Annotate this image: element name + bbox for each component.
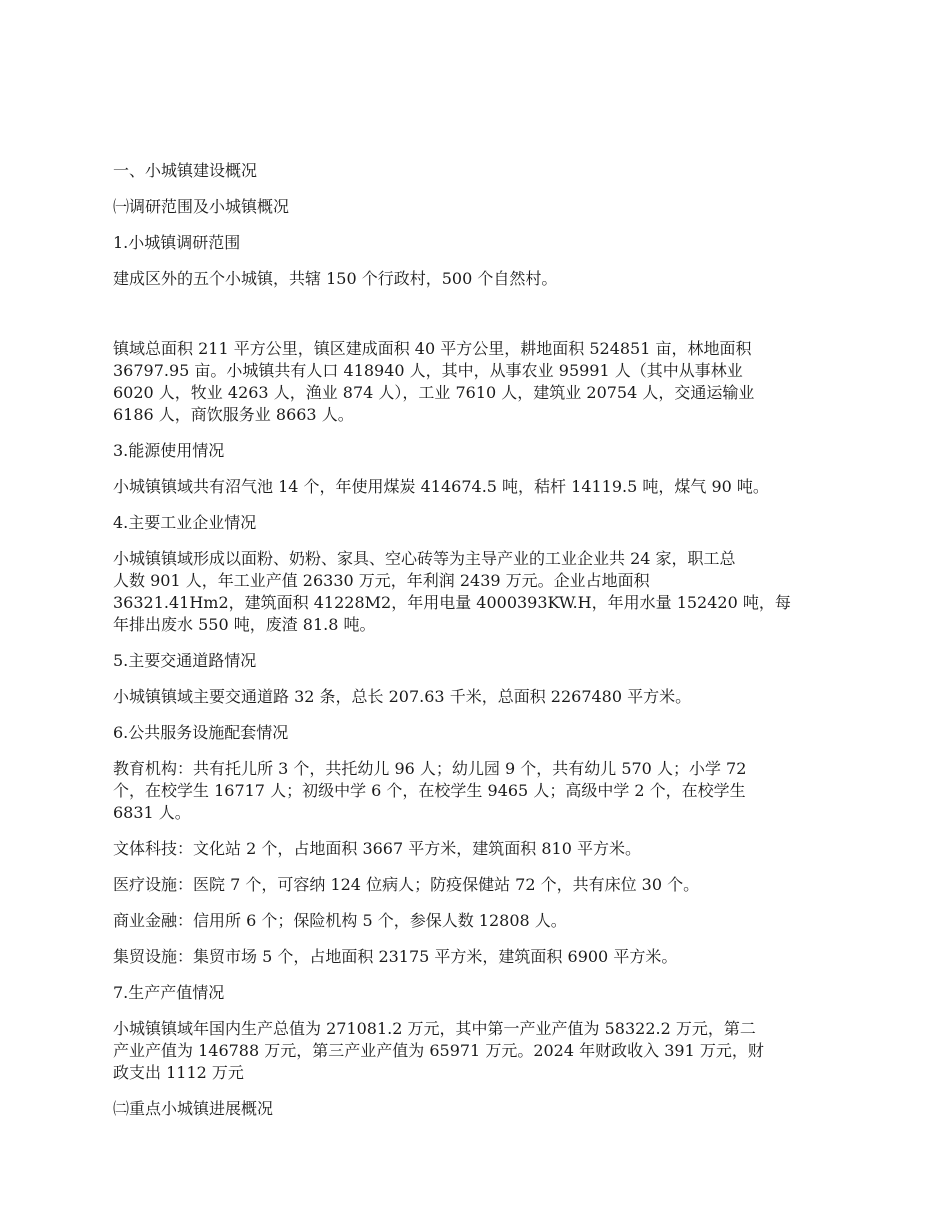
item-text-finance: 商业金融：信用所 6 个；保险机构 5 个，参保人数 12808 人。	[113, 911, 567, 930]
paragraph-education	[113, 758, 838, 824]
paragraph-line: 6020 人，牧业 4263 人，渔业 874 人），工业 7610 人，建筑业 20754 人，交通运输业	[113, 383, 755, 402]
paragraph-line: 政支出 1112 万元	[113, 1063, 244, 1082]
paragraph-industry	[113, 548, 838, 636]
subsection-heading-1: ㈠调研范围及小城镇概况	[113, 197, 290, 216]
item-text-market: 集贸设施：集贸市场 5 个，占地面积 23175 平方米，建筑面积 6900 平方米。	[113, 947, 678, 966]
paragraph-line: 个，在校学生 16717 人；初级中学 6 个，在校学生 9465 人；高级中学 2 个，在校学生	[113, 781, 746, 800]
item-title-3: 3.能源使用情况	[113, 441, 225, 460]
paragraph-line: 小城镇镇域形成以面粉、奶粉、家具、空心砖等为主导产业的工业企业共 24 家，职工总	[113, 549, 736, 568]
item-title-1: 1.小城镇调研范围	[113, 233, 241, 252]
subsection-heading-2: ㈡重点小城镇进展概况	[113, 1099, 274, 1118]
paragraph-line: 小城镇镇域年国内生产总值为 271081.2 万元，其中第一产业产值为 58322.2 万元，第二	[113, 1019, 756, 1038]
item-title-6: 6.公共服务设施配套情况	[113, 723, 289, 742]
paragraph-line: 年排出废水 550 吨，废渣 81.8 吨。	[113, 615, 376, 634]
paragraph-line: 36321.41Hm2，建筑面积 41228M2，年用电量 4000393KW.H，年用水量 152420 吨，每	[113, 593, 791, 612]
paragraph-line: 镇域总面积 211 平方公里，镇区建成面积 40 平方公里，耕地面积 524851 亩，林地面积	[113, 339, 752, 358]
item-text-5: 小城镇镇域主要交通道路 32 条，总长 207.63 千米，总面积 2267480 平方米。	[113, 687, 692, 706]
item-title-4: 4.主要工业企业情况	[113, 513, 257, 532]
paragraph-area-population	[113, 338, 838, 426]
item-title-5: 5.主要交通道路情况	[113, 651, 257, 670]
paragraph-production	[113, 1018, 838, 1084]
paragraph-line: 产业产值为 146788 万元，第三产业产值为 65971 万元。2024 年财政收入 391 万元，财	[113, 1041, 764, 1060]
item-text-1: 建成区外的五个小城镇，共辖 150 个行政村，500 个自然村。	[113, 269, 558, 288]
paragraph-line: 教育机构：共有托儿所 3 个，共托幼儿 96 人；幼儿园 9 个，共有幼儿 570 人；小学 72	[113, 759, 747, 778]
item-text-3: 小城镇镇域共有沼气池 14 个，年使用煤炭 414674.5 吨，秸杆 14119.5 吨，煤气 90 吨。	[113, 477, 769, 496]
paragraph-line: 6831 人。	[113, 803, 191, 822]
section-heading-1: 一、小城镇建设概况	[113, 161, 258, 180]
paragraph-line: 人数 901 人，年工业产值 26330 万元，年利润 2439 万元。企业占地面积	[113, 571, 650, 590]
document-body	[113, 160, 838, 1120]
item-text-medical: 医疗设施：医院 7 个，可容纳 124 位病人；防疫保健站 72 个，共有床位 30 个。	[113, 875, 700, 894]
item-text-culture: 文体科技：文化站 2 个，占地面积 3667 平方米，建筑面积 810 平方米。	[113, 839, 641, 858]
item-title-7: 7.生产产值情况	[113, 983, 225, 1002]
paragraph-line: 36797.95 亩。小城镇共有人口 418940 人，其中，从事农业 95991 人（其中从事林业	[113, 361, 743, 380]
paragraph-line: 6186 人，商饮服务业 8663 人。	[113, 405, 354, 424]
